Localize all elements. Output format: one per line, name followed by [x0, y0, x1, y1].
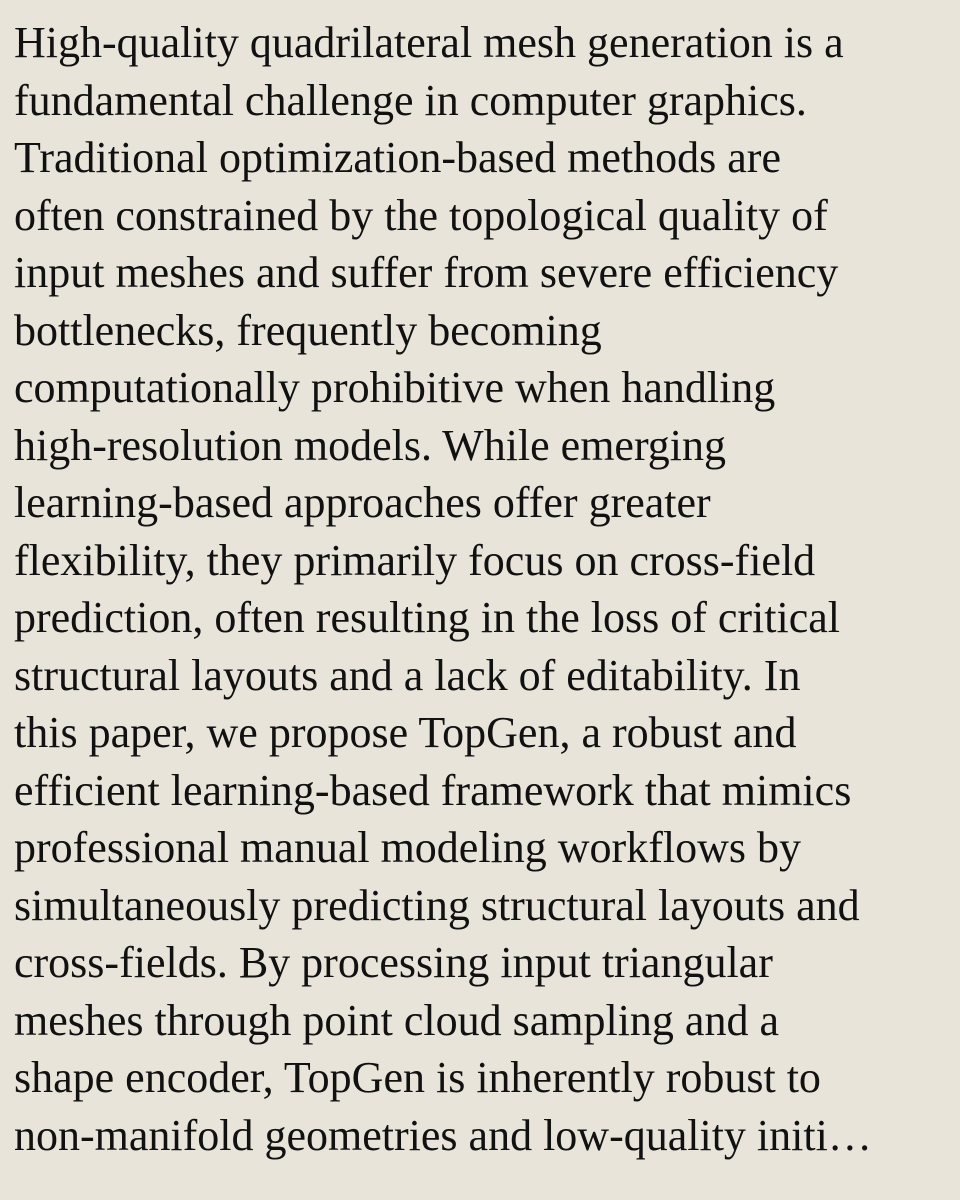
abstract-line: cross-fields. By processing input triangular [14, 938, 773, 987]
abstract-line: structural layouts and a lack of editability. In [14, 650, 801, 700]
abstract-line: High-quality quadrilateral mesh generation is a [14, 18, 844, 67]
abstract-line: flexibility, they primarily focus on cross-field [14, 535, 816, 585]
abstract-line: computationally prohibitive when handling [14, 363, 776, 412]
abstract-line: input meshes and suffer from severe efficiency [14, 248, 839, 297]
abstract-line: often constrained by the topological quality of [14, 190, 828, 240]
abstract-line: bottlenecks, frequently becoming [14, 305, 602, 355]
abstract-line: professional manual modeling workflows by [14, 823, 801, 872]
abstract-line: high-resolution models. While emerging [14, 420, 727, 470]
abstract-line: this paper, we propose TopGen, a robust and [14, 708, 797, 757]
abstract-line: efficient learning-based framework that mimics [14, 765, 852, 815]
abstract-line: simultaneously predicting structural layouts and [14, 880, 860, 930]
abstract-line: meshes through point cloud sampling and a [14, 995, 779, 1045]
abstract-line: shape encoder, TopGen is inherently robust to [14, 1053, 821, 1102]
abstract-line: fundamental challenge in computer graphics. [14, 75, 807, 125]
abstract-text [14, 14, 946, 1164]
abstract-line: Traditional optimization-based methods are [14, 133, 781, 182]
abstract-line: non-manifold geometries and low-quality initi… [14, 1110, 872, 1160]
abstract-line: prediction, often resulting in the loss of critical [14, 593, 841, 642]
abstract-line: learning-based approaches offer greater [14, 478, 711, 527]
